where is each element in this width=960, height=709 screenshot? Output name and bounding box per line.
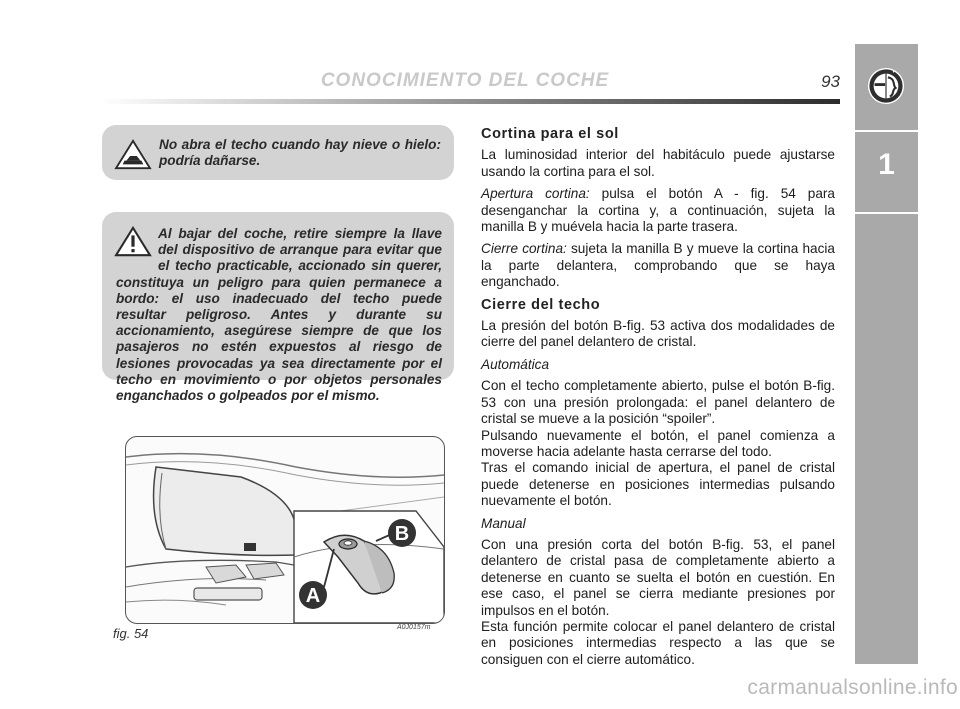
subtitle-automatica: Automática [481,356,550,372]
subtitle-manual: Manual [481,515,526,531]
sunroof-illustration [126,437,444,623]
header-divider [100,99,840,104]
callout-b: B [394,523,410,545]
text-cierre: sujeta la manilla B y mueve la cortina hacia la parte delantera, comprobando que se haya enganchado. [481,241,835,290]
paragraph-cierre-cortina [481,241,835,290]
warning-text-key-body: Al bajar del coche, retire siempre la llave del dispositivo de arranque para evitar que el techo practicable, accionado sin querer, constituya un peligro para quien permanece a bordo: el uso inadecuado del techo puede resultar peligroso. Antes y durante su accionamiento, asegúrese siempre de que los pasajeros no estén expuestos al riesgo de lesiones provocadas ya sea directamente por el techo en movimiento o por objetos personales enganchados o golpeados por el mismo. [116,226,442,404]
chapter-side-tab [855,44,918,664]
warning-triangle-icon [114,139,152,171]
paragraph-manual-1: Con una presión corta del botón B-fig. 53, el panel delantero de cristal pasa de completamente abierto a detenerse en cuanto se suelta el botón en cuestión. En ese caso, el panel se cierra mediante presiones por impulsos en el botón. [481,536,835,618]
warning-text-snow: No abra el techo cuando hay nieve o hielo: podría dañarse. [159,137,441,169]
figure-54 [125,436,445,624]
label-cierre: Cierre cortina: [481,241,567,257]
paragraph-manual-2: Esta función permite colocar el panel delantero de cristal en posiciones intermedias respecto a las que se consiguen con el cierre automático. [481,618,835,667]
paragraph-automatica-2: Pulsando nuevamente el botón, el panel comienza a moverse hacia adelante hasta cerrarse del todo. [481,427,835,459]
warning-text-key [116,226,442,404]
label-apertura: Apertura cortina: [481,186,590,202]
chapter-number: 1 [878,148,895,181]
paragraph-sunshade-intro: La luminosidad interior del habitáculo puede ajustarse usando la cortina para el sol. [481,147,835,179]
callout-a: A [305,585,321,607]
warning-box-snow [102,125,454,180]
paragraph-automatica-1: Con el techo completamente abierto, pulse el botón B-fig. 53 con una presión prolongada: el panel delantero de cristal se mueve a la posición “spoiler”. [481,378,835,427]
paragraph-apertura [481,186,835,235]
warning-box-key [102,212,454,404]
chapter-box [855,132,918,214]
figure-code: A0J0157m [397,624,431,631]
figure-label: fig. 54 [113,626,149,641]
section-title-roof-closing: Cierre del techo [481,296,601,313]
footer-watermark-url: carmanualsonline.info [747,676,958,699]
section-title-sunshade: Cortina para el sol [481,126,619,142]
icon-spacer [116,226,158,272]
alfa-romeo-logo-icon [867,67,905,105]
logo-box [855,44,918,132]
page-header-title: CONOCIMIENTO DEL COCHE [320,70,610,91]
paragraph-roof-intro: La presión del botón B-fig. 53 activa dos modalidades de cierre del panel delantero de cristal. [481,318,835,350]
main-text-column [481,126,835,674]
paragraph-automatica-3: Tras el comando inicial de apertura, el panel de cristal puede detenerse en posiciones intermedias pulsando nuevamente el botón. [481,460,835,509]
text-apertura: pulsa el botón A - fig. 54 para desenganchar la cortina y, a continuación, sujeta la manilla B y muévela hacia la parte trasera. [481,186,835,235]
page-number: 93 [821,72,840,91]
